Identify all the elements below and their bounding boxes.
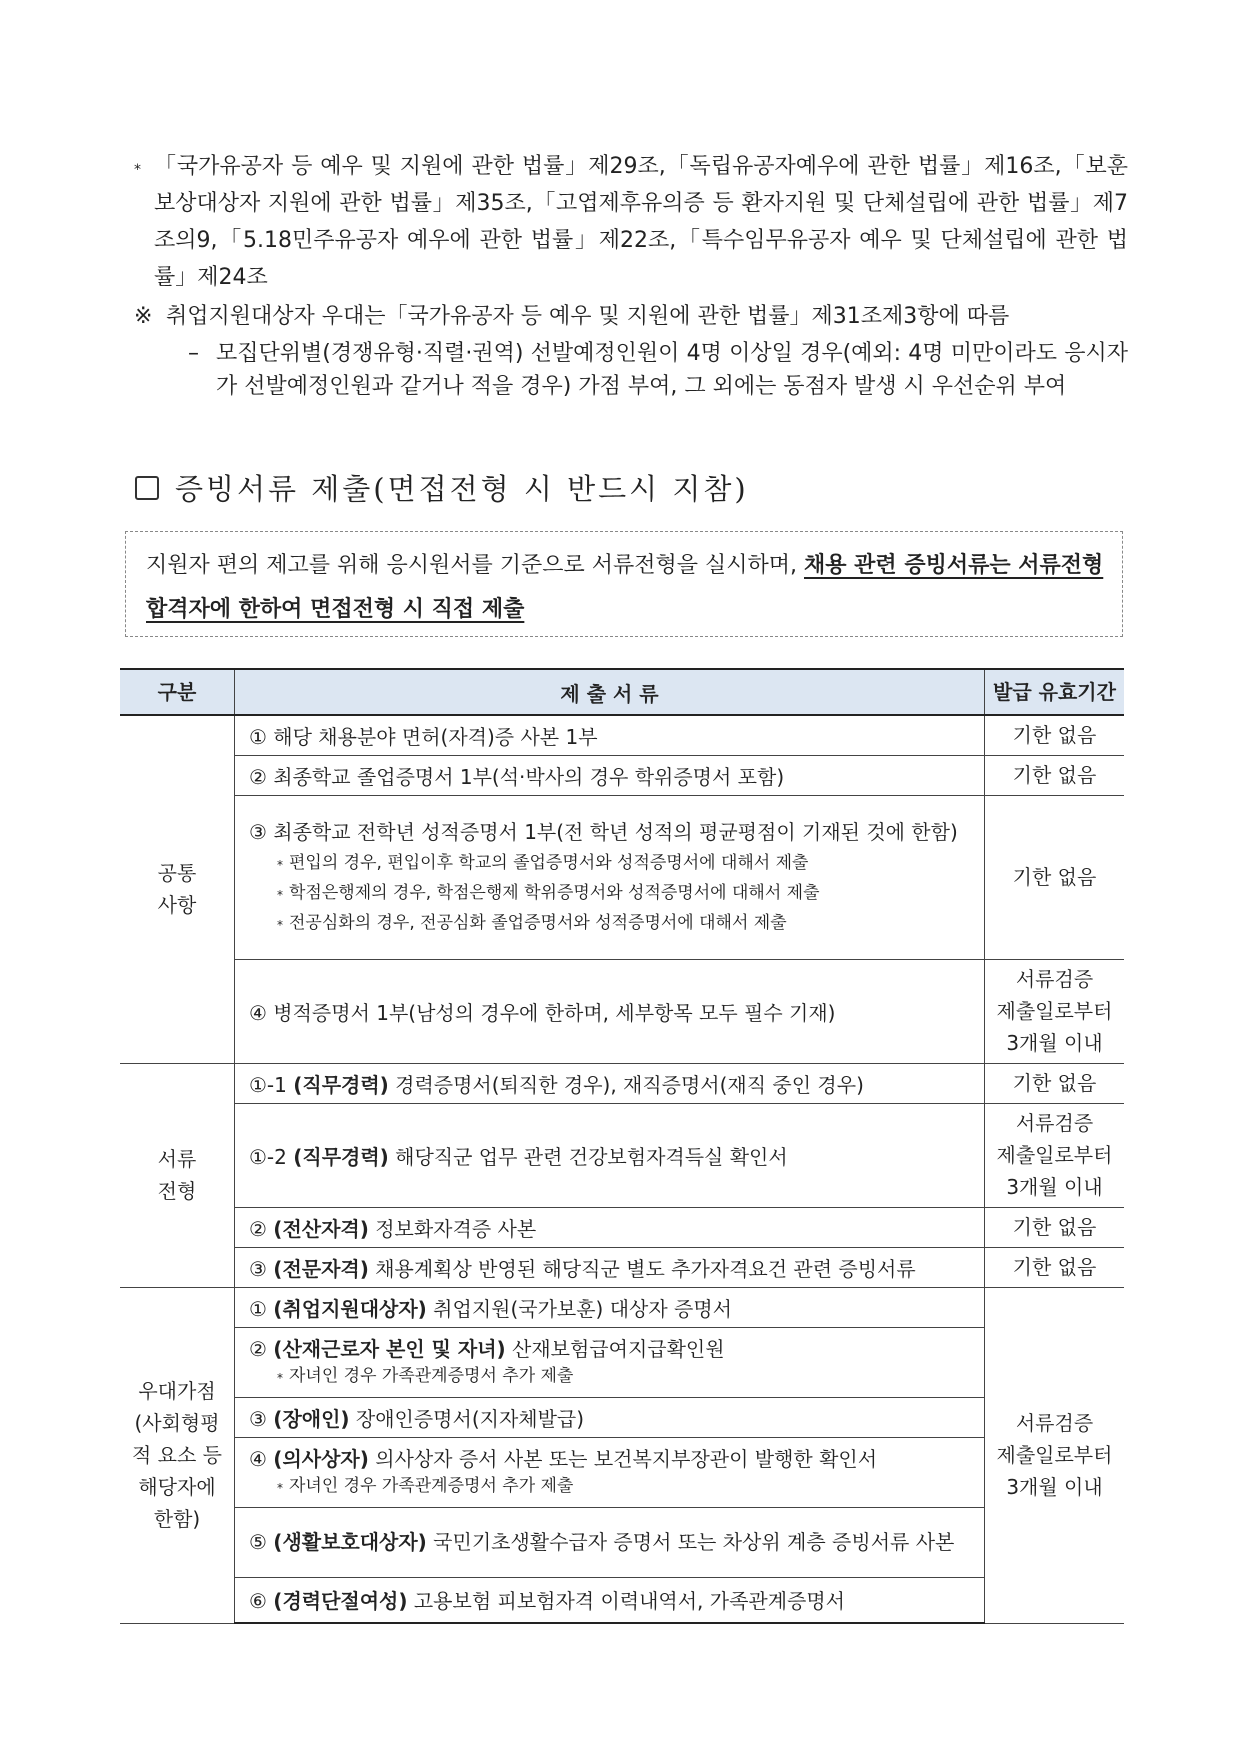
legal-notes [128,148,1128,403]
transcript-note [249,879,970,909]
section-title-text: 증빙서류 제출(면접전형 시 반드시 지참) [175,472,749,506]
table-row [120,1103,1124,1207]
doc-basic-livelihood [235,1507,985,1577]
asterisk-mark: * [134,162,141,178]
validity-line: 3개월 이내 [1006,1175,1103,1199]
category-screening [120,1063,235,1287]
doc-transcript-text: ③ 최종학교 전학년 성적증명서 1부(전 학년 성적의 평균평점이 기재된 것에 한함) [249,820,958,844]
item-text: 장애인증명서(지자체발급) [349,1406,585,1431]
category-bonus-line: 적 요소 등 [132,1443,222,1467]
item-note-text: 자녀인 경우 가족관계증명서 추가 제출 [289,1475,574,1496]
item-tag: (경력단절여성) [273,1589,408,1614]
validity-cell: 기한 없음 [985,1063,1125,1103]
table-row [120,1577,1124,1623]
transcript-note-text: 학점은행제의 경우, 학점은행제 학위증명서와 성적증명서에 대해서 제출 [289,883,820,903]
item-tag: (전문자격) [273,1256,369,1281]
item-number: ② [249,1336,274,1361]
item-tag: (취업지원대상자) [273,1296,427,1321]
category-common-line: 공통 [157,861,197,886]
table-row [120,1207,1124,1247]
doc-license: ① 해당 채용분야 면허(자격)증 사본 1부 [235,715,985,755]
table-row [120,755,1124,795]
table-row [120,1397,1124,1437]
table-row [120,795,1124,959]
transcript-note [249,849,970,879]
validity-line: 서류검증 [1015,1111,1094,1135]
table-row [120,1507,1124,1577]
doc-industrial-accident [235,1327,985,1397]
table-row [120,959,1124,1063]
transcript-note-text: 편입의 경우, 편입이후 학교의 졸업증명서와 성적증명서에 대해서 제출 [289,853,809,873]
doc-righteous-casualty [235,1437,985,1507]
doc-transcript [235,795,985,959]
validity-cell: 기한 없음 [985,795,1125,959]
item-number: ①-1 [249,1072,294,1097]
doc-graduation: ② 최종학교 졸업증명서 1부(석·박사의 경우 학위증명서 포함) [235,755,985,795]
category-bonus-line: 우대가점 [138,1379,216,1403]
note-laws [128,148,1128,296]
doc-career-cert [235,1063,985,1103]
item-number: ⑤ [249,1530,274,1554]
transcript-note-text: 전공심화의 경우, 전공심화 졸업증명서와 성적증명서에 대해서 제출 [289,913,787,933]
category-bonus [120,1287,235,1623]
doc-disability [235,1397,985,1437]
table-row [120,1327,1124,1397]
validity-cell: 기한 없음 [985,715,1125,755]
item-tag: (의사상자) [273,1446,369,1471]
table-row [120,1063,1124,1103]
table-row [120,1437,1124,1507]
note-preference-text: 취업지원대상자 우대는「국가유공자 등 예우 및 지원에 관한 법률」제31조제3항에 따름 [166,304,1010,329]
item-tag: (직무경력) [293,1072,389,1097]
reference-mark: ※ [134,304,153,329]
asterisk-mark: * [277,1480,283,1495]
validity-line: 서류검증 [1015,967,1094,991]
note-preference [128,298,1128,335]
validity-cell: 기한 없음 [985,755,1125,795]
item-tag: (생활보호대상자) [273,1530,427,1554]
transcript-note [249,909,970,939]
item-tag: (전산자격) [273,1216,369,1241]
item-tag: (장애인) [273,1406,350,1431]
header-documents: 제 출 서 류 [235,669,985,715]
validity-line: 제출일로부터 [996,1443,1113,1467]
validity-line: 3개월 이내 [1006,1031,1103,1055]
item-tag: (직무경력) [293,1144,389,1169]
item-note [249,1472,970,1502]
category-screening-line: 서류 [157,1147,197,1171]
validity-cell [985,1287,1125,1623]
category-bonus-line: 해당자에 [138,1475,216,1499]
doc-it-cert [235,1207,985,1247]
item-text: 취업지원(국가보훈) 대상자 증명서 [426,1296,732,1321]
item-text: 의사상자 증서 사본 또는 보건복지부장관이 발행한 확인서 [368,1446,878,1471]
header-validity: 발급 유효기간 [985,669,1125,715]
category-bonus-line: (사회형평 [134,1411,220,1435]
validity-cell: 기한 없음 [985,1247,1125,1287]
item-text: 국민기초생활수급자 증명서 또는 차상위 계층 증빙서류 사본 [426,1530,955,1554]
item-number: ① [249,1296,274,1321]
item-text: 경력증명서(퇴직한 경우), 재직증명서(재직 중인 경우) [388,1072,864,1097]
asterisk-mark: * [277,918,283,932]
doc-health-insurance [235,1103,985,1207]
validity-cell [985,959,1125,1063]
category-screening-line: 전형 [157,1179,197,1203]
info-text: 지원자 편의 제고를 위해 응시원서를 기준으로 서류전형을 실시하며, [146,553,804,578]
item-number: ③ [249,1256,274,1281]
note-bonus-rule [128,337,1128,403]
validity-line: 서류검증 [1015,1411,1094,1435]
asterisk-mark: * [277,858,283,872]
note-bonus-rule-text: 모집단위별(경쟁유형·직렬·권역) 선발예정인원이 4명 이상일 경우(예외: 4명 미만이라도 응시자가 선발예정인원과 같거나 적을 경우) 가점 부여, 그 외에는 동점자 발생 시 우선순위 부여 [216,341,1128,399]
item-text: 채용계획상 반영된 해당직군 별도 추가자격요건 관련 증빙서류 [368,1256,916,1281]
category-bonus-line: 한함) [153,1507,201,1531]
item-text: 산재보험급여지급확인원 [505,1336,725,1361]
info-box [125,531,1123,637]
validity-line: 제출일로부터 [996,1143,1113,1167]
validity-cell: 기한 없음 [985,1207,1125,1247]
item-text: 고용보험 피보험자격 이력내역서, 가족관계증명서 [407,1589,846,1614]
header-category: 구분 [120,669,235,715]
checkbox-square-icon [135,476,159,500]
category-common [120,715,235,1063]
doc-veteran [235,1287,985,1327]
table-row [120,1247,1124,1287]
item-note [249,1362,970,1392]
section-title [135,467,749,508]
item-text: 해당직군 업무 관련 건강보험자격득실 확인서 [388,1144,788,1169]
validity-line: 제출일로부터 [996,999,1113,1023]
item-tag: (산재근로자 본인 및 자녀) [273,1336,506,1361]
info-underlined-text: 채용 관련 증빙서류는 서류전형 합격자에 한하여 면접전형 시 직접 제출 [146,553,1104,622]
item-number: ④ [249,1446,274,1471]
table-header-row [120,669,1124,715]
validity-cell [985,1103,1125,1207]
table-row [120,1287,1124,1327]
item-number: ①-2 [249,1144,294,1169]
item-text: 정보화자격증 사본 [368,1216,537,1241]
doc-professional-cert [235,1247,985,1287]
item-number: ③ [249,1406,274,1431]
item-number: ⑥ [249,1589,274,1614]
asterisk-mark: * [277,1370,283,1385]
note-laws-text: 「국가유공자 등 예우 및 지원에 관한 법률」제29조,「독립유공자예우에 관한 법률」제16조,「보훈보상대상자 지원에 관한 법률」제35조,「고엽제후유의증 등 환자지원 및 단체설립에 관한 법률」제7조의9,「5.18민주유공자 예우에 관한 법률」제22조,「특수임무유공자 예우 및 단체설립에 관한 법률」제24조 [154,154,1128,290]
item-number: ② [249,1216,274,1241]
asterisk-mark: * [277,888,283,902]
validity-line: 3개월 이내 [1006,1475,1103,1499]
table-row [120,715,1124,755]
documents-table [120,668,1124,1624]
doc-career-break [235,1577,985,1623]
category-common-line: 사항 [157,893,197,918]
dash-mark: – [188,341,199,366]
item-note-text: 자녀인 경우 가족관계증명서 추가 제출 [289,1365,574,1386]
doc-military: ④ 병적증명서 1부(남성의 경우에 한하며, 세부항목 모두 필수 기재) [235,959,985,1063]
